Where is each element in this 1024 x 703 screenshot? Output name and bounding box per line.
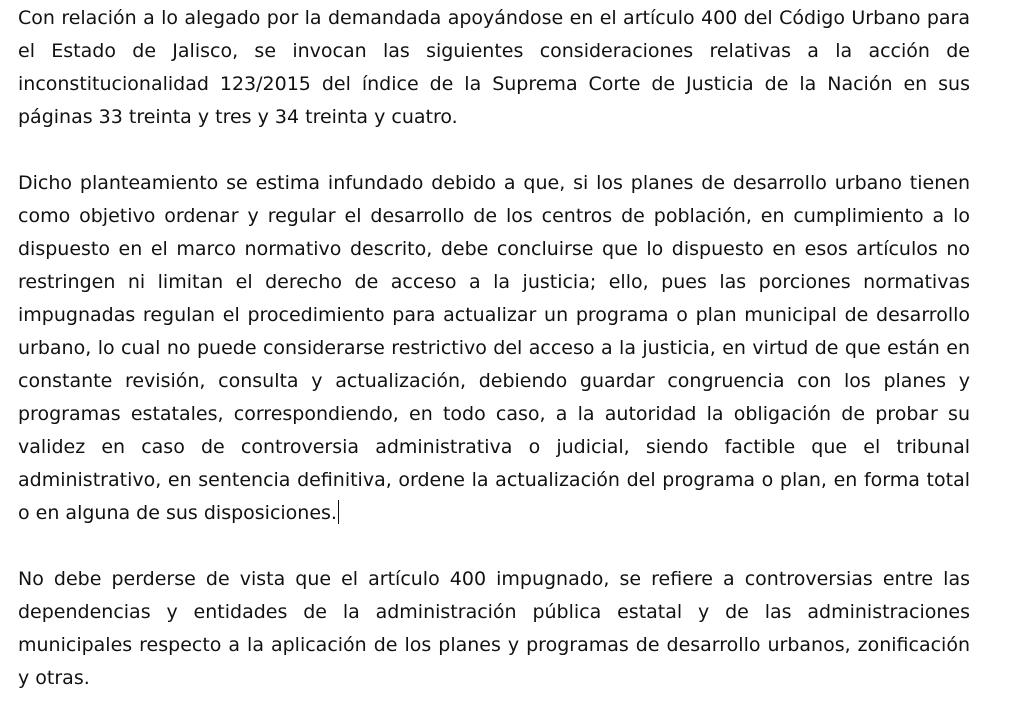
paragraph-1 (18, 2, 970, 134)
paragraph-3-text: No debe perderse de vista que el artículo 400 impugnado, se refiere a controversias entre las dependencias y entidades de la administración pública estatal y de las administraciones municipales respecto a la aplicación de los planes y programas de desarrollo urbanos, zonificación y otras. (18, 568, 970, 689)
paragraph-2-text: Dicho planteamiento se estima infundado debido a que, si los planes de desarrollo urbano tienen como objetivo ordenar y regular el desarrollo de los centros de población, en cumplimiento a lo dispuesto en el marco normativo descrito, debe concluirse que lo dispuesto en esos artículos no restringen ni limitan el derecho de acceso a la justicia; ello, pues las porciones normativas impugnadas regulan el procedimiento para actualizar un programa o plan municipal de desarrollo urbano, lo cual no puede considerarse restrictivo del acceso a la justicia, en virtud de que están en constante revisión, consulta y actualización, debiendo guardar congruencia con los planes y programas estatales, correspondiendo, en todo caso, a la autoridad la obligación de probar su validez en caso de controversia administrativa o judicial, siendo factible que el tribunal administrativo, en sentencia definitiva, ordene la actualización del programa o plan, en forma total o en alguna de sus disposiciones. (18, 172, 970, 524)
document-body[interactable] (18, 0, 970, 695)
paragraph-3 (18, 563, 970, 695)
text-cursor (338, 500, 339, 524)
paragraph-2 (18, 167, 970, 530)
paragraph-1-text: Con relación a lo alegado por la demandada apoyándose en el artículo 400 del Código Urbano para el Estado de Jalisco, se invocan las siguientes consideraciones relativas a la acción de inconstitucionalidad 123/2015 del índice de la Suprema Corte de Justicia de la Nación en sus páginas 33 treinta y tres y 34 treinta y cuatro. (18, 7, 970, 128)
